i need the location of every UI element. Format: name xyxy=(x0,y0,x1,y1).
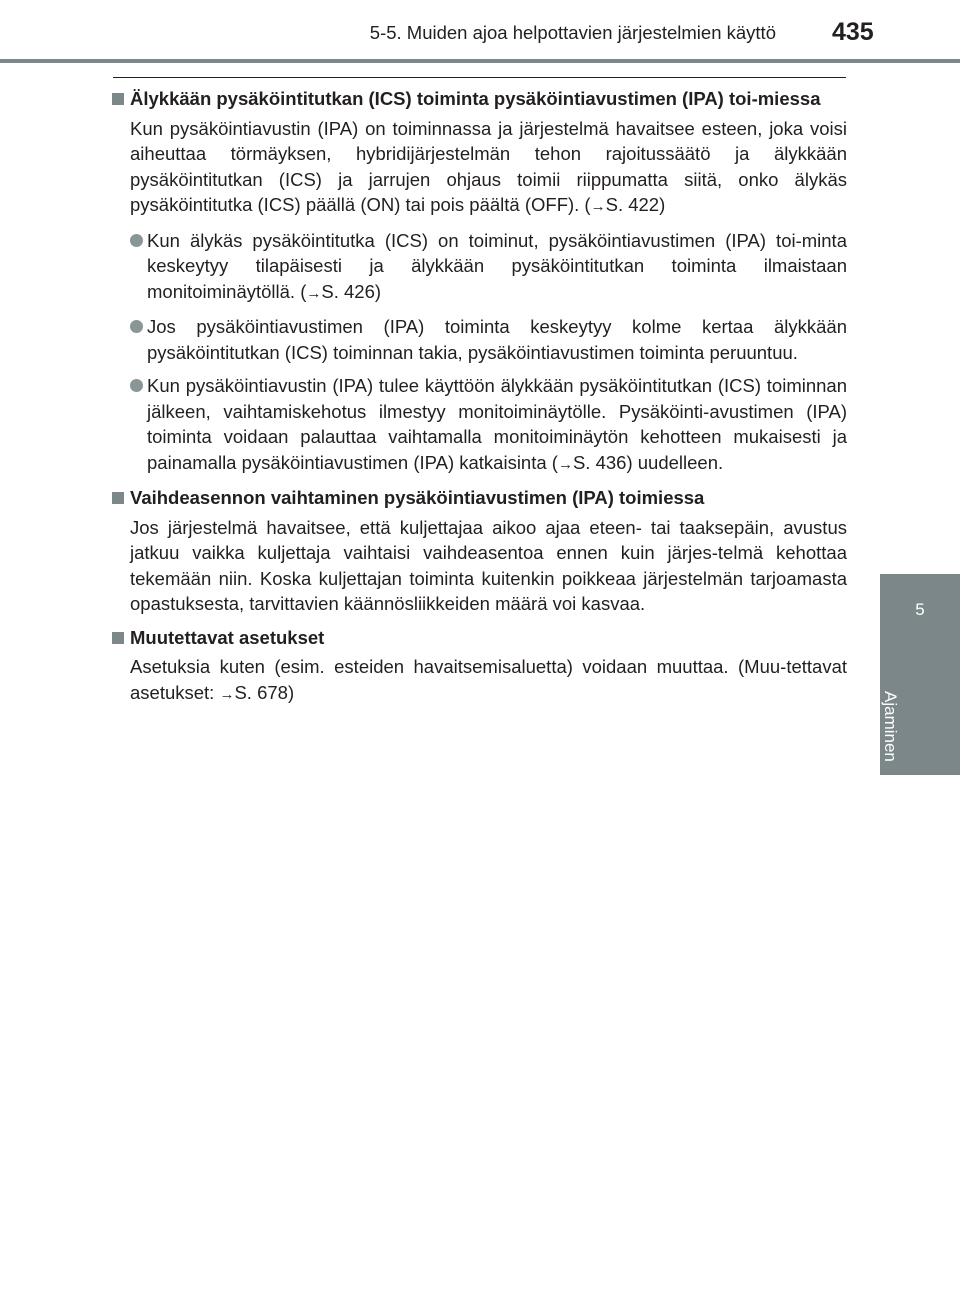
section-paragraph: Jos järjestelmä havaitsee, että kuljettajaa aikoo ajaa eteen- tai taaksepäin, avustus jatkuu vaikka kuljettaja vaihtaisi vaihdeasentoa ennen kuin järjes-telmä kehottaa tekemään niin. Koska kuljettajan toiminta kuitenkin poikkeaa järjestelmän tarjoamasta opastuksesta, tarvittavien käännösliikkeiden määrä voi kasvaa. xyxy=(130,516,847,614)
list-item: Jos pysäköintiavustimen (IPA) toiminta keskeytyy kolme kertaa älykkään pysäköintitutkan (ICS) toiminnan takia, pysäköintiavustimen toiminta peruuntuu. xyxy=(130,314,847,365)
chapter-number: 5 xyxy=(915,600,925,619)
page-content xyxy=(109,86,847,715)
section-heading: Muutettavat asetukset xyxy=(109,625,847,651)
arrow-right-icon: → xyxy=(590,198,606,215)
square-bullet-icon xyxy=(112,492,124,504)
section-heading: Älykkään pysäköintitutkan (ICS) toiminta pysäköintiavustimen (IPA) toi-miessa xyxy=(109,86,847,112)
section-paragraph: Kun pysäköintiavustin (IPA) on toiminnassa ja järjestelmä havaitsee esteen, joka voisi aiheuttaa törmäyksen, hybridijärjestelmän tehon rajoitussäätö ja älykkään pysäköintitutkan (ICS) ja jarrujen ohjaus toimii riippumatta siitä, onko älykäs pysäköintitutka (ICS) päällä (ON) tai pois päältä (OFF). (→S. 422) xyxy=(130,117,847,215)
page-reference-link[interactable]: S. 678 xyxy=(234,681,288,703)
page-number: 435 xyxy=(832,18,874,46)
arrow-right-icon: → xyxy=(219,685,235,703)
square-bullet-icon xyxy=(112,93,124,105)
header-title: 5-5. Muiden ajoa helpottavien järjestelmien käyttö xyxy=(369,22,776,43)
page-reference-link[interactable]: S. 436 xyxy=(572,451,627,473)
circle-bullet-icon xyxy=(130,234,143,247)
page-reference-link[interactable]: S. 422 xyxy=(605,194,660,215)
page-reference-link[interactable]: S. 426 xyxy=(321,280,375,302)
arrow-right-icon: → xyxy=(306,284,322,302)
chapter-label xyxy=(880,584,960,764)
header-divider xyxy=(0,59,960,63)
list-item: Kun älykäs pysäköintitutka (ICS) on toiminut, pysäköintiavustimen (IPA) toi-minta keskeytyy tilapäisesti ja älykkään pysäköintitutkan toiminta ilmaistaan monitoiminäytöllä. (→S. 426) xyxy=(130,228,847,307)
chapter-label-text: Ajaminen xyxy=(881,691,900,762)
section-divider xyxy=(113,77,846,78)
square-bullet-icon xyxy=(112,632,124,644)
circle-bullet-icon xyxy=(130,320,143,333)
list-item: Kun pysäköintiavustin (IPA) tulee käyttöön älykkään pysäköintitutkan (ICS) toiminnan jälkeen, vaihtamiskehotus ilmestyy monitoiminäytölle. Pysäköinti-avustimen (IPA) toiminta voidaan palauttaa vaihtamalla monitoiminäytön kehotteen mukaisesti ja painamalla pysäköintiavustimen (IPA) katkaisinta (→S. 436) uudelleen. xyxy=(130,373,847,477)
arrow-right-icon: → xyxy=(557,455,573,473)
circle-bullet-icon xyxy=(130,379,143,392)
section-heading: Vaihdeasennon vaihtaminen pysäköintiavustimen (IPA) toimiessa xyxy=(109,485,847,511)
section-paragraph: Asetuksia kuten (esim. esteiden havaitsemisaluetta) voidaan muuttaa. (Muu-tettavat asetukset: →S. 678) xyxy=(130,656,847,703)
